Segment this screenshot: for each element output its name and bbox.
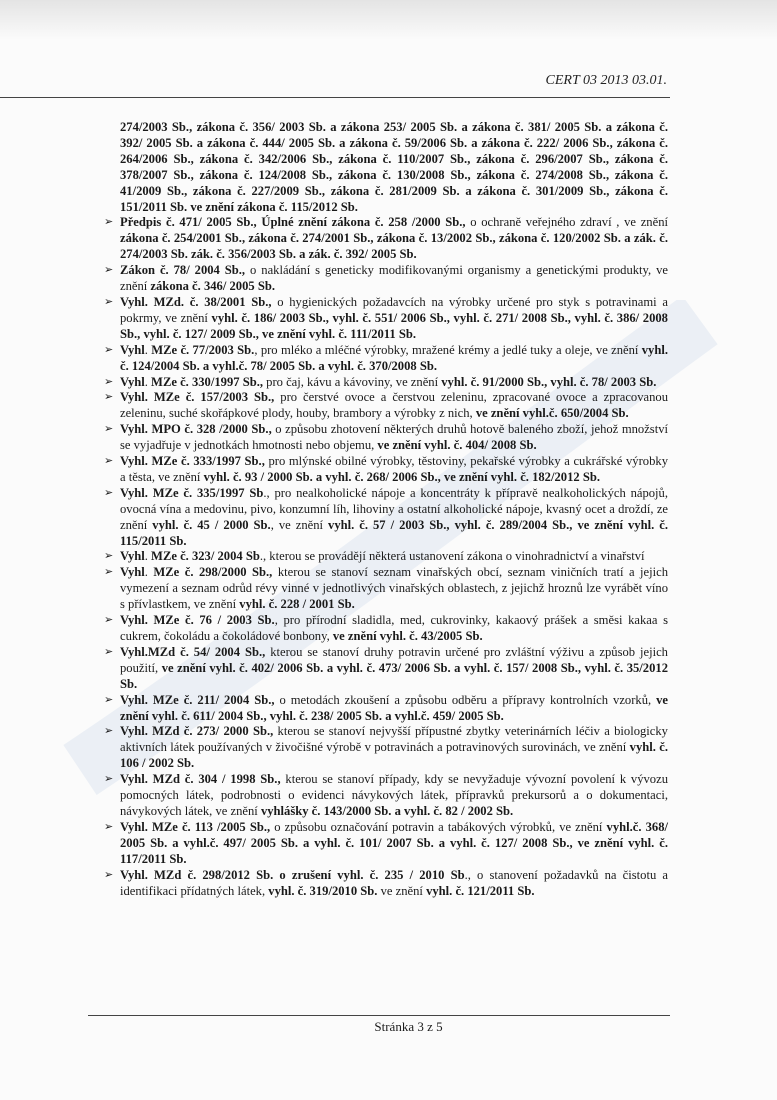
list-item	[104, 772, 668, 820]
bold-text-run: Vyhl. MZd č. 304 / 1998 Sb.,	[120, 772, 281, 787]
bold-text-run: vyhl. č. 106 / 2002 Sb.	[120, 740, 668, 771]
bold-text-run: zákona č. 346/ 2005 Sb.	[150, 279, 275, 294]
arrowhead-bullet-icon: ➢	[104, 614, 114, 627]
text-run: .	[144, 374, 148, 389]
text-run: .	[144, 342, 148, 357]
text-run: , pro přírodní sladidla, med, cukrovinky, kakaový prášek a směsi kakaa s cukrem, čokoládu a čokoládové bonbony,	[120, 613, 668, 643]
bold-text-run: Vyhl	[120, 374, 145, 389]
bold-text-run: Vyhl. MZd č. 273/ 2000 Sb.,	[120, 724, 274, 739]
text-run: ve znění	[377, 883, 427, 898]
list-item	[104, 454, 668, 486]
list-item	[104, 263, 669, 295]
bold-text-run: Vyhl	[120, 342, 145, 357]
bold-text-run: MZe č. 330/1997 Sb.,	[147, 374, 263, 389]
arrowhead-bullet-icon: ➢	[104, 550, 114, 563]
bold-text-run: Vyhl	[120, 565, 145, 580]
text-run: o způsobu označování potravin a tabákových výrobků, ve znění	[270, 819, 607, 834]
bold-text-run: vyhl. č. 45 / 2000 Sb.	[152, 517, 271, 532]
bold-text-run: Zákon č. 78/ 2004 Sb.,	[120, 263, 246, 278]
text-run: o hygienických požadavcích na výrobky určené pro styk s potravinami a pokrmy, ve znění	[120, 294, 668, 325]
page-number: Stránka 3 z 5	[374, 1019, 443, 1034]
list-item	[104, 724, 668, 772]
bold-text-run: MZe č. 323/ 2004 Sb	[147, 549, 260, 564]
list-item	[104, 390, 669, 422]
list-item	[104, 549, 668, 565]
bold-text-run: Vyhl. MZe č. 335/1997 Sb	[120, 485, 264, 500]
text-run: , ve znění	[270, 517, 329, 532]
bold-text-run: Vyhl	[120, 549, 145, 564]
bold-text-run: vyhl. č. 57 / 2003 Sb., vyhl. č. 289/2004 Sb., ve znění vyhl. č. 115/2011 Sb.	[120, 517, 668, 548]
list-item	[104, 342, 668, 375]
scan-shadow	[0, 0, 777, 40]
text-run: kterou se stanoví seznam vinařských obcí, seznam viničních tratí a jejich vymezení a seznam odrůd révy vinné v jednotlivých vinařských oblastech, z jejichž hroznů lze vyrábět víno s přívlastkem, ve znění	[120, 565, 669, 612]
arrowhead-bullet-icon: ➢	[104, 375, 114, 388]
text-run: o způsobu zhotovení některých druhů hotově baleného zboží, jehož množství se vyjadřuje v jednotkách hmotnosti nebo objemu,	[120, 422, 668, 453]
arrowhead-bullet-icon: ➢	[104, 295, 114, 308]
bold-text-run: Předpis č. 471/ 2005 Sb., Úplné znění zákona č. 258 /2000 Sb.,	[120, 215, 466, 230]
bold-text-run: vyhl. č. 124/2004 Sb. a vyhl.č. 78/ 2005 Sb. a vyhl. č. 370/2008 Sb.	[120, 342, 668, 373]
list-item	[104, 644, 668, 693]
bold-text-run: ve znění vyhl.č. 650/2004 Sb.	[475, 406, 629, 421]
bold-text-run: Vyhl. MZe č. 157/2003 Sb.,	[120, 390, 275, 405]
text-run: o ochraně veřejného zdraví , ve znění	[465, 215, 668, 230]
bold-text-run: Vyhl. MZe č. 113 /2005 Sb.,	[120, 819, 271, 834]
arrowhead-bullet-icon: ➢	[104, 423, 114, 436]
text-run: pro čaj, kávu a kávoviny, ve znění	[263, 374, 442, 389]
bold-text-run: vyhl.č. 368/ 2005 Sb. a vyhl.č. 497/ 2005 Sb. a vyhl. č. 101/ 2007 Sb. a vyhl. č. 127/ 2008 Sb., ve znění vyhl. č. 117/2011 Sb.	[120, 819, 668, 866]
list-item	[104, 374, 668, 391]
text-run: pro mlýnské obilné výrobky, těstoviny, pekařské výrobky a cukrářské výrobky a těsta, ve znění	[120, 454, 668, 484]
bold-text-run: ve znění vyhl. č. 43/2005 Sb.	[332, 629, 483, 643]
text-run: kterou se stanoví případy, kdy se nevyžaduje vývozní povolení k vývozu pomocných látek, podrobnosti o evidenci návykových látek, přípravků prekursorů a o dokumentaci, návykových látek, ve znění	[120, 772, 668, 818]
bold-text-run: Vyhl. MZd č. 298/2012 Sb. o zrušení vyhl. č. 235 / 2010 Sb	[120, 867, 465, 882]
bold-text-run: 274/2003 Sb., zákona č. 356/ 2003 Sb. a zákona 253/ 2005 Sb. a zákona č. 381/ 2005 Sb. a zákona č. 392/ 2005 Sb. a zákona č. 444/ 2005 Sb. a zákona č. 59/2006 Sb. a zákona č. 222/ 2006 Sb., zákona č. 264/2006 Sb., zákona č. 342/2006 Sb., zákona č. 110/2007 Sb., zákona č. 296/2007 Sb., zákona č. 378/2007 Sb., zákona č. 124/2008 Sb., zákona č. 130/2008 Sb., zákona č. 274/2008 Sb., zákona č. 41/2009 Sb., zákona č. 227/2009 Sb., zákona č. 281/2009 Sb. a zákona č. 301/2009 Sb., zákona č. 151/2011 Sb. ve znění zákona č. 115/2012 Sb.	[120, 120, 668, 214]
bold-text-run: vyhl. č. 319/2010 Sb.	[268, 883, 378, 898]
arrowhead-bullet-icon: ➢	[104, 725, 114, 738]
bold-text-run: Vyhl. MZe č. 76 / 2003 Sb.	[120, 613, 275, 628]
list-item	[104, 294, 668, 343]
text-run: .	[144, 565, 148, 580]
list-item	[104, 613, 668, 645]
list-item	[104, 692, 668, 725]
bold-text-run: vyhl. č. 121/2011 Sb.	[426, 883, 535, 898]
bold-text-run: Vyhl. MZe č. 211/ 2004 Sb.,	[120, 692, 275, 707]
arrowhead-bullet-icon: ➢	[104, 820, 114, 833]
bold-text-run: vyhlášky č. 143/2000 Sb. a vyhl. č. 82 / 2002 Sb.	[260, 803, 514, 818]
arrowhead-bullet-icon: ➢	[104, 693, 114, 706]
bold-text-run: zákona č. 254/2001 Sb., zákona č. 274/2001 Sb., zákona č. 13/2002 Sb., zákona č. 120/2002 Sb. a zák. č. 274/2003 Sb. zák. č. 356/2003 Sb. a zák. č. 392/ 2005 Sb.	[120, 231, 668, 262]
document-code: CERT 03 2013 03.01.	[545, 73, 667, 88]
list-item	[104, 867, 668, 900]
list-item	[104, 215, 668, 263]
bold-text-run: vyhl. č. 93 / 2000 Sb. a vyhl. č. 268/ 2006 Sb., ve znění vyhl. č. 182/2012 Sb.	[203, 469, 600, 484]
text-run: ., kterou se provádějí některá ustanovení zákona o vinohradnictví a vinařství	[259, 549, 645, 564]
bold-text-run: Vyhl. MZd. č. 38/2001 Sb.,	[120, 294, 272, 309]
arrowhead-bullet-icon: ➢	[104, 455, 114, 468]
bold-text-run: ve znění vyhl. č. 611/ 2004 Sb., vyhl. č. 238/ 2005 Sb. a vyhl.č. 459/ 2005 Sb.	[120, 692, 668, 723]
arrowhead-bullet-icon: ➢	[104, 391, 114, 404]
footer-rule	[88, 1015, 670, 1016]
bold-text-run: MZe č. 298/2000 Sb.,	[147, 565, 273, 580]
legislation-list	[104, 120, 669, 899]
bold-text-run: ve znění vyhl. č. 404/ 2008 Sb.	[377, 438, 537, 453]
bold-text-run: Vyhl. MPO č. 328 /2000 Sb.,	[120, 422, 272, 437]
bold-text-run: vyhl. č. 186/ 2003 Sb., vyhl. č. 551/ 2006 Sb., vyhl. č. 271/ 2008 Sb., vyhl. č. 386/ 2008 Sb., vyhl. č. 127/ 2009 Sb., ve znění vyhl. č. 111/2011 Sb.	[120, 310, 668, 341]
list-item	[104, 565, 669, 613]
bold-text-run: ve znění vyhl. č. 402/ 2006 Sb. a vyhl. č. 473/ 2006 Sb. a vyhl. č. 157/ 2008 Sb., vyhl. č. 35/2012 Sb.	[120, 660, 668, 691]
intro-paragraph	[120, 120, 668, 215]
list-item	[104, 422, 668, 454]
text-run: ., o stanovení požadavků na čistotu a identifikaci přídatných látek,	[120, 867, 668, 898]
list-item	[104, 485, 668, 550]
arrowhead-bullet-icon: ➢	[104, 566, 114, 579]
arrowhead-bullet-icon: ➢	[104, 486, 114, 499]
text-run: o metodách zkoušení a způsobu odběru a přípravy kontrolních vzorků,	[274, 692, 657, 707]
bold-text-run: vyhl. č. 91/2000 Sb., vyhl. č. 78/ 2003 Sb.	[441, 374, 657, 389]
arrowhead-bullet-icon: ➢	[104, 868, 114, 881]
arrowhead-bullet-icon: ➢	[104, 645, 114, 658]
text-run: pro čerstvé ovoce a čerstvou zeleninu, zpracované ovoce a zpracovanou zeleninu, suché skořápkové plody, houby, brambory a výrobky z nich,	[120, 390, 669, 421]
text-run: , pro mléko a mléčné výrobky, mražené krémy a jedlé tuky a oleje, ve znění	[254, 342, 642, 357]
arrowhead-bullet-icon: ➢	[104, 343, 114, 356]
text-run: kterou se stanoví nejvyšší přípustné zbytky veterinárních léčiv a biologicky aktivních látek používaných v živočišné výrobě v potravinách a potravinových surovinách, ve znění	[120, 724, 668, 755]
bold-text-run: vyhl. č. 228 / 2001 Sb.	[239, 597, 355, 612]
text-run: ., pro nealkoholické nápoje a koncentráty k přípravě nealkoholických nápojů, ovocná vína a medovinu, pivo, konzumní líh, lihoviny a ostatní alkoholické nápoje, kvasný ocet a droždí, ze znění	[120, 485, 668, 532]
arrowhead-bullet-icon: ➢	[104, 264, 114, 277]
bold-text-run: MZe č. 77/2003 Sb.	[147, 342, 255, 357]
bold-text-run: Vyhl. MZe č. 333/1997 Sb.,	[120, 454, 265, 469]
arrowhead-bullet-icon: ➢	[104, 773, 114, 786]
text-run: o nakládání s geneticky modifikovanými organismy a genetickými produkty, ve znění	[120, 263, 669, 294]
text-run: .	[144, 549, 148, 564]
bold-text-run: Vyhl.MZd č. 54/ 2004 Sb.,	[120, 644, 266, 659]
arrowhead-bullet-icon: ➢	[104, 216, 114, 229]
text-run: kterou se stanoví druhy potravin určené pro zvláštní výživu a způsob jejich použití,	[120, 644, 668, 675]
header-rule	[0, 97, 670, 98]
list-item	[104, 819, 668, 868]
